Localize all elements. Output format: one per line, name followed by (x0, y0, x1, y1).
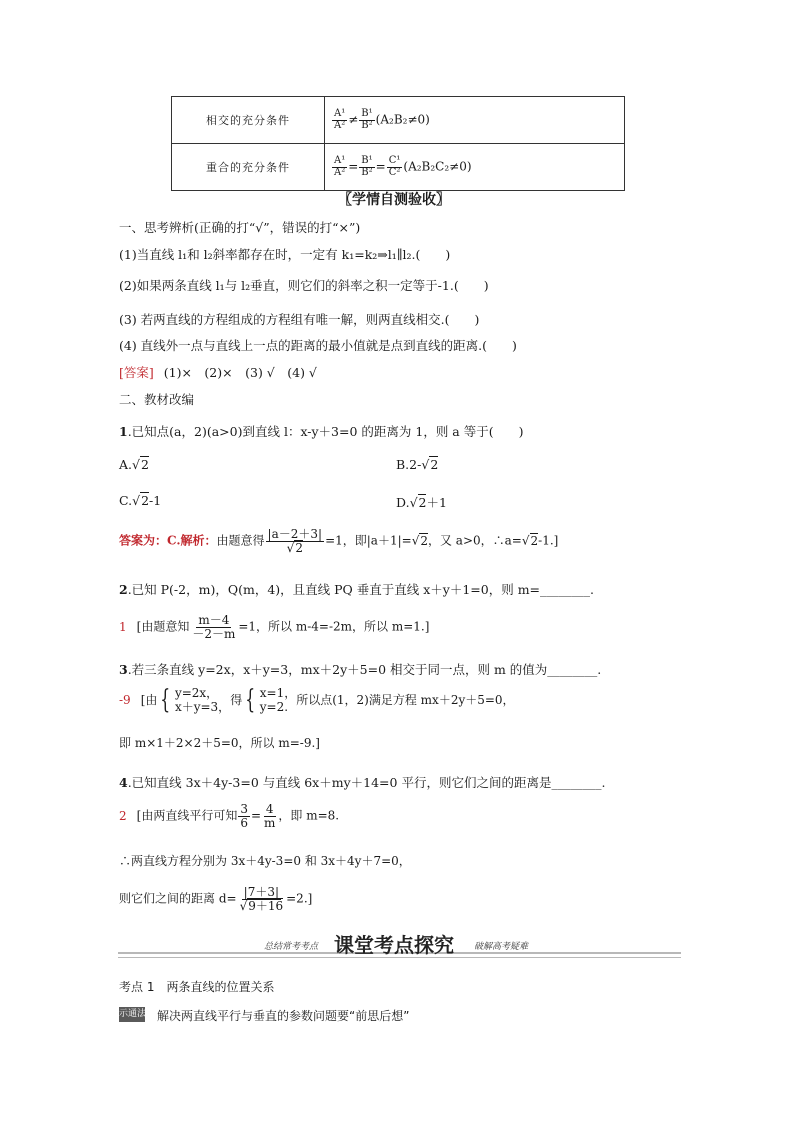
table-row (172, 144, 625, 191)
question-3: (3) 若两直线的方程组成的方程组有唯一解，则两直线相交.( ) (119, 312, 480, 327)
problem-3: 3.若三条直线 y=2x，x＋y=3，mx＋2y＋5=0 相交于同一点，则 m 的值为________. (119, 662, 602, 677)
banner-right-text: 破解高考疑难 (474, 942, 529, 952)
banner-title: 课堂考点探究 (334, 933, 454, 957)
answer-tag: [答案] (119, 365, 154, 380)
solution-4-line3: 则它们之间的距离 d= $\frac{|7+3|}{√9+16}$ =2.] (119, 885, 313, 913)
banner-left-text: 总结常考考点 (264, 942, 319, 952)
solution-3-line2: 即 m×1＋2×2＋5=0，所以 m=-9.] (119, 736, 320, 750)
solution-1: 答案为：C.解析：由题意得 $\frac{|a-2+3|}{√2}$ =1，即|a＋1|=√2，又 a>0，∴a=√2-1.] (119, 527, 559, 555)
table-value-coincide: $\frac{\text{A¹}}{\text{A²}}$ = $\frac{\text{B¹}}{\text{B²}}$ = $\frac{\text{C¹}}{\text{C²}}$ (A₂B₂C₂≠0) (325, 144, 625, 191)
question-1: (1)当直线 l₁和 l₂斜率都存在时，一定有 k₁=k₂⇒l₁∥l₂.( ) (119, 247, 451, 262)
option-b: B.2-√2 (396, 457, 439, 472)
table-value-intersect: $\frac{\text{A¹}}{\text{A²}}$ ≠ $\frac{\text{B¹}}{\text{B²}}$ (A₂B₂≠0) (325, 97, 625, 144)
part1-heading: 一、思考辨析(正确的打“√”，错误的打“×”) (119, 220, 361, 235)
method-text: 解决两直线平行与垂直的参数问题要“前思后想” (157, 1009, 410, 1023)
answer-text: (1)× (2)× (3) √ (4) √ (163, 365, 317, 380)
option-a: A.√2 (119, 457, 149, 472)
solution-4: 2 [由两直线平行可知 $\frac{3}{6}$ = $\frac{4}{m}$ ，即 m=8. (119, 802, 340, 830)
method-badge: 示通法 (119, 1007, 145, 1022)
question-4: (4) 直线外一点与直线上一点的距离的最小值就是点到直线的距离.( ) (119, 338, 517, 353)
option-d: D.√2＋1 (396, 495, 447, 510)
question-2: (2)如果两条直线 l₁与 l₂垂直，则它们的斜率之积一定等于-1.( ) (119, 278, 489, 293)
option-c: C.√2-1 (119, 493, 162, 508)
table-row (172, 97, 625, 144)
problem-4: 4.已知直线 3x＋4y-3=0 与直线 6x＋my＋14=0 平行，则它们之间的距离是________. (119, 775, 606, 790)
section-title: 〖学情自测验收〗 (338, 192, 450, 208)
table-label-coincide: 重合的充分条件 (172, 144, 325, 191)
problem-2: 2.已知 P(-2，m)，Q(m，4)，且直线 PQ 垂直于直线 x＋y＋1=0，则 m=________. (119, 582, 594, 597)
answer-line (119, 363, 317, 381)
kaodian-title: 考点 1 两条直线的位置关系 (119, 980, 275, 994)
solution-3: -9 [由 { y=2x， x＋y=3， 得 { x=1， y=2. 所以点(1，2)满足方程 mx＋2y＋5=0， (119, 685, 515, 716)
condition-table (171, 96, 625, 191)
solution-4-line2: ∴两直线方程分别为 3x＋4y-3=0 和 3x＋4y＋7=0， (119, 854, 411, 868)
problem-1: 1.已知点(a，2)(a>0)到直线 l：x-y＋3=0 的距离为 1，则 a 等于( ) (119, 424, 524, 439)
part2-heading: 二、教材改编 (119, 392, 195, 407)
solution-2: 1 [由题意知 $\frac{m-4}{-2-m}$ =1，所以 m-4=-2m，所以 m=1.] (119, 613, 430, 641)
table-label-intersect: 相交的充分条件 (172, 97, 325, 144)
